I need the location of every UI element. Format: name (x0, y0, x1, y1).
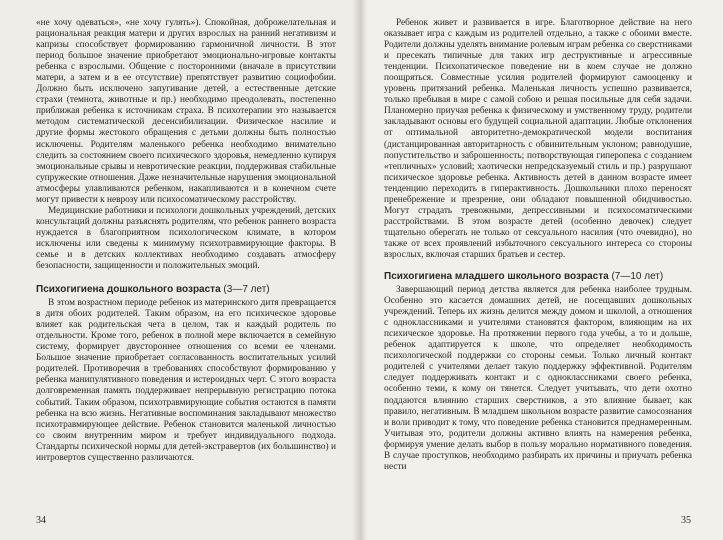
heading-age-range: (7—10 лет) (611, 271, 664, 283)
left-page (0, 0, 358, 540)
page-number: 34 (36, 515, 46, 526)
paragraph: В этом возрастном периоде ребенок из материнского дитя превращается в дитя обоих родителей. Таким образом, на его психическое здоровье влияет как родительская чета в целом, так и каждый родитель по отдельности. Кроме того, ребенок в полной мере включается в семейную систему, формирует двустороннее отношения со всеми ее членами. Большое значение приобретает согласованность воспитательных усилий родителей. Противоречия в требованиях способствуют формированию у ребенка манипулятивного поведения и истероидных черт. С этого возраста долговременная память поддерживает непрерывную регистрацию потока событий. Таким образом, психотравмирующие события остаются в памяти ребенка на всю жизнь. Негативные воспоминания закладывают множество психотравмирующее действие. Ребенок становится маленькой личностью со своим внутренним миром и требует индивидуального подхода. Стандарты психической нормы для детей-экстравертов (их большинство) и интровертов существенно различаются. (36, 298, 336, 463)
book-gutter (352, 0, 368, 540)
paragraph: Медицинские работники и психологи дошкольных учреждений, детских консультаций должны разъяснять родителям, что ребенок раннего возраста нуждается в благоприятном психологическом климате, в котором исключены или сведены к минимуму психотравмирующие факторы. В семье и в детских коллективах необходимо создавать атмосферу безопасности, защищенности и положительных эмоций. (36, 205, 336, 272)
paragraph: Ребенок живет и развивается в игре. Благотворное действие на него оказывает игра с каждым из родителей отдельно, а также с обоими вместе. Родители должны уделять внимание ролевым играм ребенка со сверстниками и пресекать типичные для таких игр деструктивные и агрессивные тенденции. Психопатическое поведение ни в коем случае не должно поощряться. Совместные усилия родителей формируют самооценку и уровень притязаний ребенка. Маленькая личность успешно развивается, только пребывая в мире с самой собою и решая посильные для себя задачи. Планомерно приучая ребенка к физическому и умственному труду, родители закладывают основы его будущей социальной адаптации. Любые отклонения от оптимальной авторитетно-демократической модели воспитания (дистанцированная авторитарность с обвинительным уклоном; равнодушие, попустительство и заброшенность; потворствующая гиперопека с созданием «тепличных» условий; хаотически непредсказуемый стиль и пр.) разрушают психическое здоровье ребенка. Активность детей в данном возрасте имеет тенденцию переходить в гиперактивность. Дошкольники плохо переносят пренебрежение и презрение, они обладают повышенной обидчивостью. Могут страдать тревожными, депрессивными и психосоматическими расстройствами. В этом возрасте детей (особенно девочек) следует тщательно оберегать не только от сексуального насилия (что очевидно), но также от всех проявлений избыточного сексуального интереса со стороны взрослых, включая старших братьев и сестер. (384, 18, 692, 260)
heading-text: Психогигиена младшего школьного возраста (384, 271, 609, 283)
heading-text: Психогигиена дошкольного возраста (36, 284, 221, 296)
heading-age-range: (3—7 лет) (223, 284, 270, 296)
section-heading-junior-school (384, 271, 692, 283)
page-number: 35 (681, 515, 691, 526)
paragraph: Завершающий период детства является для ребенка наиболее трудным. Особенно это касается домашних детей, не посещавших дошкольных учреждений. Теперь их жизнь делится между домом и школой, а отношения с одноклассниками и учителями становятся фактором, влияющим на их психическое здоровье. На протяжении первого года учебы, а то и дольше, ребенок адаптируется к школе, что определяет необходимость психологической поддержки со стороны семьи. Только личный контакт родителей с учителями делает такую поддержку эффективной. Родителям следует поддерживать контакт и с одноклассниками своего ребенка, особенно теми, к кому он тянется. Следует учитывать, что дети охотно поддаются влиянию старших сверстников, а это влияние бывает, как правило, негативным. В младшем школьном возрасте развитие самосознания и воли приводит к тому, что поведение ребенка становится преднамеренным. Учитывая это, родители должны активно влиять на намерения ребенка, формируя умение делать выбор в пользу морально нормативного поведения. В случае проступков, необходимо разбирать их причины и приучать ребенка нести (384, 285, 692, 472)
left-text-column (36, 18, 336, 464)
paragraph: «не хочу одеваться», «не хочу гулять»). Спокойная, доброжелательная и рациональная реакция матери и других взрослых на ранний негативизм и капризы способствует формированию гармоничной личности. В этот период большое значение приобретают эмоционально-игровые контакты ребенка с взрослыми. Общение с посторонними (вначале в присутствии матери, а затем и в ее отсутствие) препятствует развитию социофобии. Должно быть исключено запугивание детей, а естественные детские страхи (темнота, животные и пр.) необходимо преодолевать, постепенно приближая ребенка к источникам страха. В психотерапии это называется методом систематической десенсибилизации. Физическое насилие и другие формы жестокого обращения с детьми должны быть полностью исключены. Родителям маленького ребенка необходимо внимательно следить за состоянием своего психического здоровья, немедленно купируя эмоциональные срывы и невротические реакции, поддерживая стабильные супружеские отношения. Даже незначительные нарушения эмоциональной атмосферы улавливаются ребенком, накапливаются и в конечном счете могут привести к неврозу или психосоматическому расстройству. (36, 18, 336, 205)
right-page (362, 0, 723, 540)
section-heading-preschool (36, 284, 336, 296)
right-text-column (384, 18, 692, 473)
